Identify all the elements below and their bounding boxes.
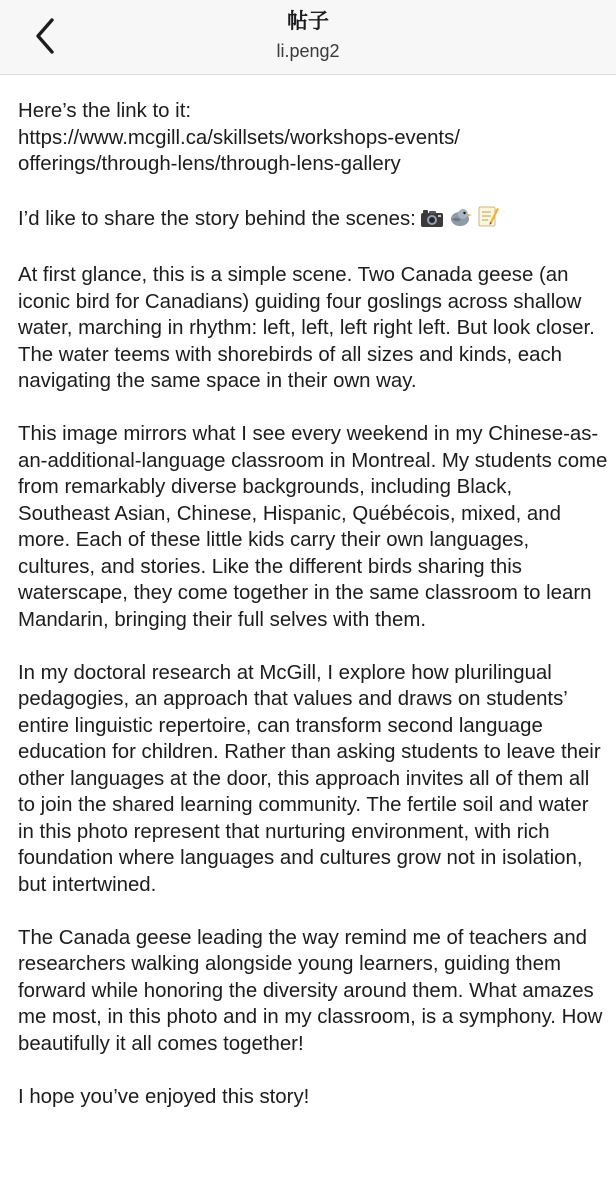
gallery-link-line-1: https://www.mcgill.ca/skillsets/workshops-events/ — [18, 126, 460, 149]
paragraph-1: At first glance, this is a simple scene. Two Canada geese (an iconic bird for Canadians) guiding four goslings across shallow water, marching in rhythm: left, left, left right left. But look closer. The water teems with shorebirds of all sizes and kinds, each navigating the same space in their own way. — [18, 264, 595, 392]
share-line-block — [18, 204, 608, 236]
header-divider — [0, 74, 616, 75]
camera-icon — [420, 208, 444, 236]
link-intro: Here’s the link to it: — [18, 100, 192, 122]
paragraph-3: In my doctoral research at McGill, I explore how plurilingual pedagogies, an approach that values and draws on students’ entire linguistic repertoire, can transform second language education for children. Rather than asking students to leave their other languages at the door, this approach invites all of them all to join the shared learning community. The fertile soil and water in this photo represent that nurturing environment, with rich foundation where languages and cultures grow not in isolation, but intertwined. — [18, 661, 601, 896]
closing-line: I hope you’ve enjoyed this story! — [18, 1085, 310, 1108]
nav-header — [0, 0, 616, 74]
gallery-link-line-2: offerings/through-lens/through-lens-gallery — [18, 153, 401, 175]
post-body — [18, 98, 608, 1110]
bird-icon — [448, 206, 472, 236]
memo-icon — [476, 204, 500, 236]
page-title: 帖子 — [287, 10, 329, 33]
paragraph-4: The Canada geese leading the way remind me of teachers and researchers walking alongside young learners, guiding them forward while honoring the diversity around them. What amazes me most, in this photo and in my classroom, is a symphony. How beautifully it all comes together! — [18, 926, 603, 1055]
link-block — [18, 98, 608, 178]
paragraph-2: This image mirrors what I see every weekend in my Chinese-as-an-additional-language classroom in Montreal. My students come from remarkably diverse backgrounds, including Black, Southeast Asian, Chinese, Hispanic, Québécois, mixed, and more. Each of these little kids carry their own languages, cultures, and stories. Like the different birds sharing this waterscape, they come together in the same classroom to learn Mandarin, bringing their full selves with them. — [18, 423, 608, 631]
share-line: I’d like to share the story behind the scenes: — [18, 208, 416, 230]
gallery-link[interactable] — [18, 125, 608, 178]
author-username[interactable]: li.peng2 — [276, 41, 340, 61]
